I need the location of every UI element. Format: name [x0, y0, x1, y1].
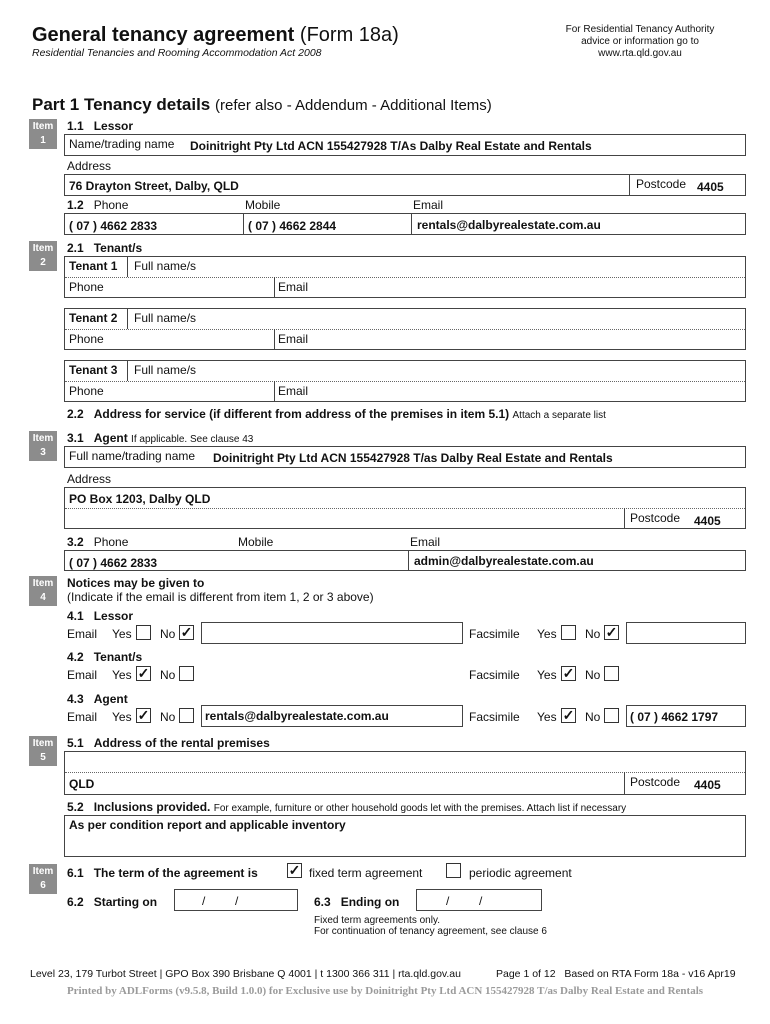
email-label: Email: [410, 535, 441, 549]
postcode-label: Postcode: [630, 775, 681, 789]
item-4-tag: [29, 576, 57, 606]
rta-line: For Residential Tenancy Authority: [565, 24, 715, 35]
yes-label: Yes: [537, 710, 557, 724]
printed-by: Printed by ADLForms (v9.5.8, Build 1.0.0) for Exclusive use by Doinitright Pty Ltd ACN 155427928 T/as Dalby Real Estate and Rentals: [66, 985, 704, 997]
section-number: 3.1: [67, 431, 84, 445]
section-title: Tenant/s: [93, 241, 143, 255]
item-6-tag: [29, 864, 57, 894]
section-number: 1.1: [67, 119, 84, 133]
full-name-trading-label: Full name/trading name: [69, 449, 196, 463]
agent-phone-value: ( 07 ) 4662 2833: [69, 556, 158, 570]
section-number: 4.2: [67, 650, 84, 664]
address-label: Address: [67, 159, 112, 173]
tenant-1-label: Tenant 1: [69, 259, 118, 273]
lessor-phone-value: ( 07 ) 4662 2833: [69, 219, 158, 233]
agent-contact-field[interactable]: [64, 550, 746, 571]
item-label: Item: [32, 866, 54, 877]
page-number: Page 1 of 12: [496, 968, 556, 980]
email-label: Email: [67, 710, 98, 724]
section-title: Lessor: [93, 609, 134, 623]
item-label: Item: [32, 433, 54, 444]
email-label: Email: [413, 198, 444, 212]
section-1-2: [67, 198, 128, 212]
form-number: (Form 18a): [299, 24, 399, 46]
section-number: 3.2: [67, 535, 84, 549]
full-names-label: Full name/s: [134, 311, 197, 325]
phone-label: Phone: [69, 280, 104, 294]
lessor-fax-no-checkbox[interactable]: ✓: [605, 624, 618, 640]
section-number: 6.3: [314, 895, 331, 909]
no-label: No: [160, 710, 176, 724]
item-number: 6: [40, 880, 46, 891]
notices-subtitle: (Indicate if the email is different from item 1, 2 or 3 above): [67, 590, 374, 604]
email-label: Email: [278, 280, 309, 294]
form-title: [32, 24, 399, 47]
section-number: 4.3: [67, 692, 84, 706]
section-4-2: [67, 650, 142, 664]
postcode-label: Postcode: [630, 511, 681, 525]
divider: [127, 308, 128, 329]
section-title: Address of the rental premises: [93, 736, 270, 750]
section-6-2: [67, 895, 157, 909]
section-3-2: [67, 535, 128, 549]
section-title: Tenant/s: [93, 650, 143, 664]
no-label: No: [585, 668, 601, 682]
section-title: Ending on: [340, 895, 400, 909]
part-note: (refer also - Addendum - Additional Items): [215, 97, 492, 114]
postcode-label: Postcode: [636, 177, 687, 191]
rta-line: advice or information go to: [581, 36, 699, 47]
section-note: Attach a separate list: [512, 410, 606, 421]
item-label: Item: [32, 738, 54, 749]
agent-fax-value: ( 07 ) 4662 1797: [630, 710, 719, 724]
item-number: 4: [40, 592, 46, 603]
item-5-tag: [29, 736, 57, 766]
phone-label: Phone: [93, 198, 129, 212]
phone-label: Phone: [93, 535, 129, 549]
section-number: 4.1: [67, 609, 84, 623]
section-title: Address for service (if different from address of the premises in item 5.1): [93, 407, 510, 421]
section-number: 6.1: [67, 866, 84, 880]
tenant-fax-yes-checkbox[interactable]: ✓: [562, 665, 575, 681]
inclusions-value: As per condition report and applicable inventory: [69, 818, 346, 832]
date-slash: /: [202, 894, 206, 908]
divider: [243, 213, 244, 235]
fixed-term-checkbox[interactable]: ✓: [288, 862, 301, 878]
lessor-fax-field[interactable]: [626, 622, 746, 644]
item-2-tag: [29, 241, 57, 271]
fixed-term-label: fixed term agreement: [309, 866, 423, 880]
divider: [127, 256, 128, 277]
yes-label: Yes: [112, 668, 132, 682]
no-label: No: [160, 627, 176, 641]
section-number: 6.2: [67, 895, 84, 909]
divider: [274, 277, 275, 298]
facsimile-label: Facsimile: [469, 627, 520, 641]
section-4-1: [67, 609, 133, 623]
agent-postcode-value: 4405: [694, 514, 721, 528]
facsimile-label: Facsimile: [469, 668, 520, 682]
notices-title: Notices may be given to: [67, 576, 205, 590]
section-5-2: [67, 800, 626, 814]
lessor-fax-yes-checkbox[interactable]: [561, 625, 576, 640]
item-number: 3: [40, 447, 46, 458]
section-title: Agent: [93, 692, 128, 706]
full-names-label: Full name/s: [134, 259, 197, 273]
yes-label: Yes: [537, 668, 557, 682]
item-label: Item: [32, 121, 54, 132]
email-label: Email: [278, 332, 309, 346]
item-number: 2: [40, 257, 46, 268]
item-1-tag: [29, 119, 57, 149]
rta-link[interactable]: www.rta.qld.gov.au: [598, 48, 682, 59]
item-number: 5: [40, 752, 46, 763]
section-note: For example, furniture or other household goods let with the premises. Attach list if necessary: [213, 803, 627, 814]
full-names-label: Full name/s: [134, 363, 197, 377]
continuation-note: For continuation of tenancy agreement, see clause 6: [314, 926, 547, 937]
agent-fax-yes-checkbox[interactable]: ✓: [562, 707, 575, 723]
item-label: Item: [32, 578, 54, 589]
item-label: Item: [32, 243, 54, 254]
lessor-name-value: Doinitright Pty Ltd ACN 155427928 T/As Dalby Real Estate and Rentals: [190, 139, 592, 153]
tenant-2-label: Tenant 2: [69, 311, 118, 325]
section-3-1: [67, 431, 253, 445]
section-number: 2.2: [67, 407, 84, 421]
agent-notice-email-value: rentals@dalbyrealestate.com.au: [205, 709, 389, 723]
part-title: [32, 95, 492, 115]
email-label: Email: [67, 668, 98, 682]
agent-email-yes-checkbox[interactable]: ✓: [137, 707, 150, 723]
act-name: Residential Tenancies and Rooming Accommodation Act 2008: [32, 47, 322, 59]
tenant-3-label: Tenant 3: [69, 363, 118, 377]
phone-label: Phone: [69, 332, 104, 346]
footer-address: Level 23, 179 Turbot Street | GPO Box 390 Brisbane Q 4001 | t 1300 366 311 | rta.qld.gov.au: [30, 968, 461, 980]
divider: [65, 381, 745, 382]
agent-name-value: Doinitright Pty Ltd ACN 155427928 T/as Dalby Real Estate and Rentals: [213, 451, 613, 465]
periodic-label: periodic agreement: [469, 866, 572, 880]
mobile-label: Mobile: [238, 535, 274, 549]
section-title: Agent: [93, 431, 128, 445]
divider: [274, 329, 275, 350]
form-version: Based on RTA Form 18a - v16 Apr19: [564, 968, 736, 980]
agent-email-no-checkbox[interactable]: [179, 708, 194, 723]
divider: [127, 360, 128, 381]
facsimile-label: Facsimile: [469, 710, 520, 724]
yes-label: Yes: [112, 627, 132, 641]
lessor-email-no-checkbox[interactable]: ✓: [180, 624, 193, 640]
section-number: 1.2: [67, 198, 84, 212]
section-title: Lessor: [93, 119, 134, 133]
agent-fax-no-checkbox[interactable]: [604, 708, 619, 723]
email-label: Email: [278, 384, 309, 398]
divider: [65, 508, 745, 509]
divider: [629, 174, 630, 196]
mobile-label: Mobile: [245, 198, 281, 212]
periodic-checkbox[interactable]: [446, 863, 461, 878]
divider: [408, 550, 409, 571]
footer-page-info: [496, 968, 736, 980]
divider: [411, 213, 412, 235]
tenant-email-yes-checkbox[interactable]: ✓: [137, 665, 150, 681]
date-slash: /: [235, 894, 239, 908]
no-label: No: [160, 668, 176, 682]
premises-state-value: QLD: [69, 777, 95, 791]
lessor-email-yes-checkbox[interactable]: [136, 625, 151, 640]
item-3-tag: [29, 431, 57, 461]
item-number: 1: [40, 135, 46, 146]
divider: [624, 772, 625, 795]
section-number: 5.1: [67, 736, 84, 750]
section-2-1: [67, 241, 142, 255]
lessor-email-value: rentals@dalbyrealestate.com.au: [417, 218, 601, 232]
section-number: 5.2: [67, 800, 84, 814]
tenant-fax-no-checkbox[interactable]: [604, 666, 619, 681]
tenant-email-no-checkbox[interactable]: [179, 666, 194, 681]
section-6-1: [67, 866, 258, 880]
date-slash: /: [446, 894, 450, 908]
divider: [65, 329, 745, 330]
email-label: Email: [67, 627, 98, 641]
title-text: General tenancy agreement: [32, 24, 295, 46]
divider: [624, 508, 625, 529]
divider: [65, 772, 745, 773]
lessor-address-value: 76 Drayton Street, Dalby, QLD: [69, 179, 239, 193]
section-title: Starting on: [93, 895, 158, 909]
agent-address-value: PO Box 1203, Dalby QLD: [69, 492, 211, 506]
no-label: No: [585, 710, 601, 724]
section-note: If applicable. See clause 43: [131, 434, 254, 445]
section-number: 2.1: [67, 241, 84, 255]
section-4-3: [67, 692, 128, 706]
premises-postcode-value: 4405: [694, 778, 721, 792]
name-trading-label: Name/trading name: [69, 137, 175, 151]
section-6-3: [314, 895, 399, 909]
no-label: No: [585, 627, 601, 641]
fixed-term-note: Fixed term agreements only.: [314, 915, 440, 926]
section-2-2: [67, 407, 606, 421]
yes-label: Yes: [112, 710, 132, 724]
lessor-postcode-value: 4405: [697, 180, 724, 194]
date-slash: /: [479, 894, 483, 908]
yes-label: Yes: [537, 627, 557, 641]
rta-advice: [540, 24, 740, 60]
address-label: Address: [67, 472, 112, 486]
part-title-text: Part 1 Tenancy details: [32, 95, 211, 114]
section-title: The term of the agreement is: [93, 866, 258, 880]
section-title: Inclusions provided.: [93, 800, 211, 814]
phone-label: Phone: [69, 384, 104, 398]
divider: [274, 381, 275, 402]
lessor-email-field[interactable]: [201, 622, 463, 644]
agent-email-value: admin@dalbyrealestate.com.au: [414, 554, 594, 568]
section-5-1: [67, 736, 270, 750]
lessor-contact-field[interactable]: [64, 213, 746, 235]
section-1-1: [67, 119, 133, 133]
divider: [65, 277, 745, 278]
lessor-mobile-value: ( 07 ) 4662 2844: [248, 219, 337, 233]
